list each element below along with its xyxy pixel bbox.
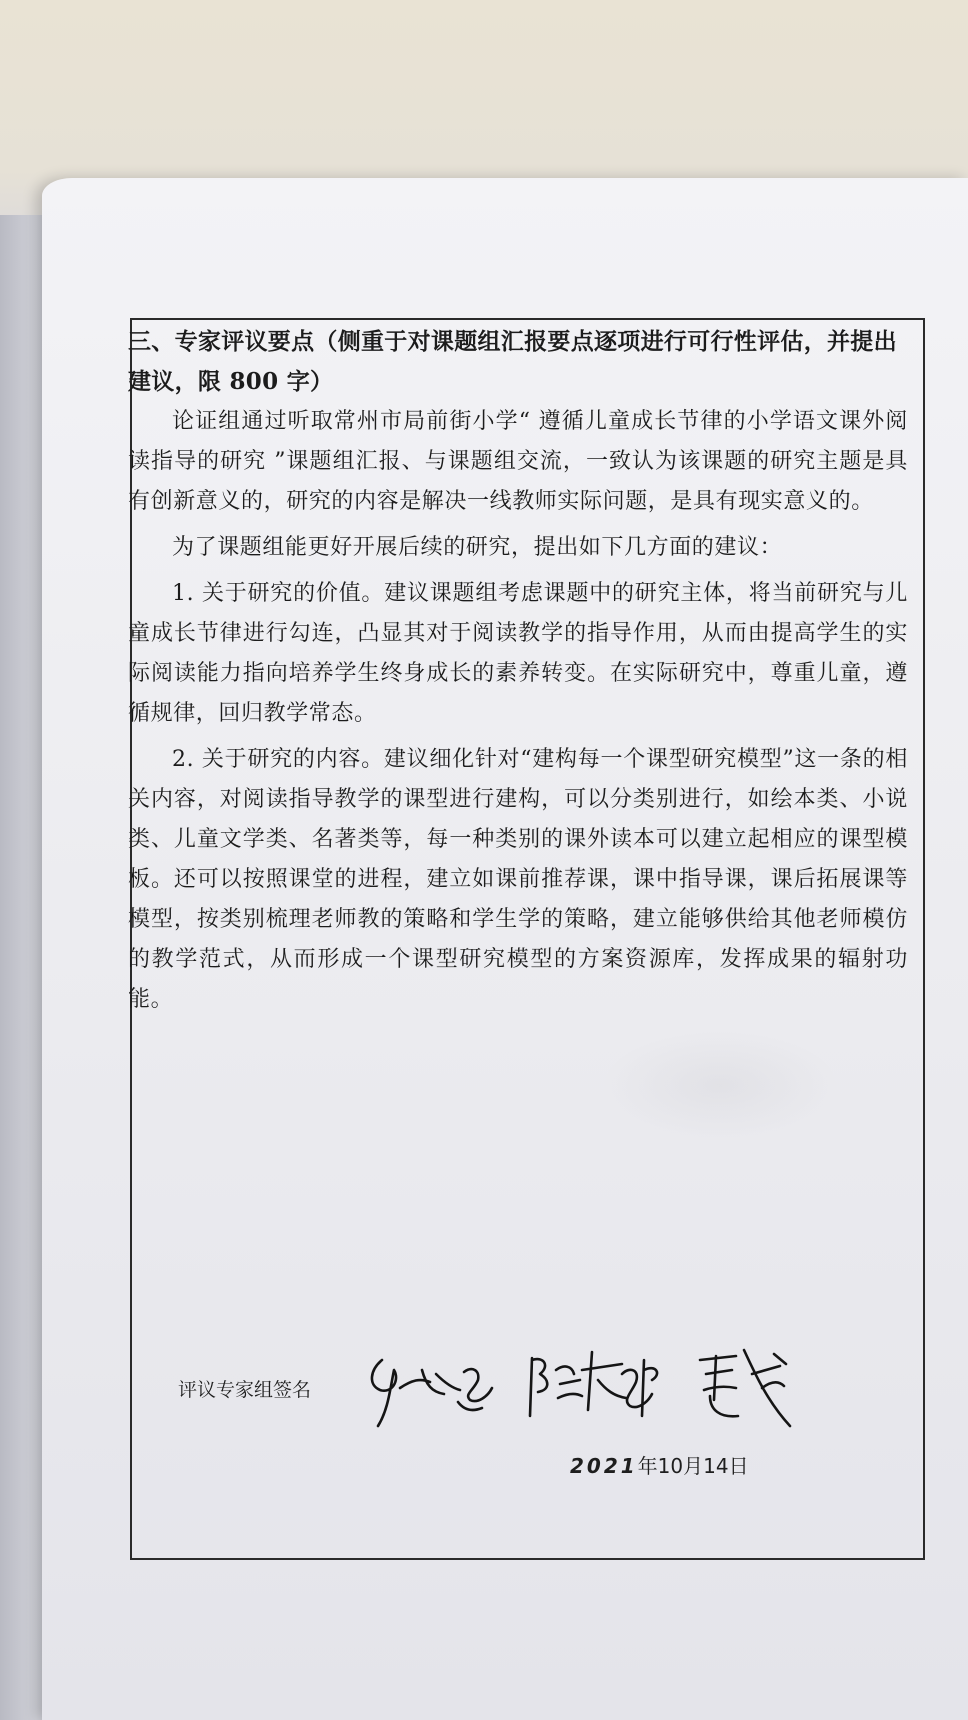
signature-label: 评议专家组签名 bbox=[178, 1379, 312, 1401]
paragraph-suggestion-1: 1. 关于研究的价值。建议课题组考虑课题中的研究主体，将当前研究与儿童成长节律进行勾连，凸显其对于阅读教学的指导作用，从而由提高学生的实际阅读能力指向培养学生终身成长的素养转变。在实际研究中，尊重儿童，遵循规律，回归教学常态。 bbox=[128, 581, 908, 726]
date-month: 10 bbox=[657, 1454, 684, 1478]
signature-stroke bbox=[372, 1360, 396, 1426]
paragraph-intro: 为了课题组能更好开展后续的研究，提出如下几方面的建议： bbox=[172, 535, 783, 560]
paragraph-suggestion-2: 2. 关于研究的内容。建议细化针对“建构每一个课型研究模型”这一条的相关内容，对阅读指导教学的课型进行建构，可以分类别进行，如绘本类、小说类、儿童文学类、名著类等，每一种类别的课外读本可以建立起相应的课型模板。还可以按照课堂的进程，建立如课前推荐课，课中指导课，课后拓展课等模型，按类别梳理老师教的策略和学生学的策略，建立能够供给其他老师模仿的教学范式，从而形成一个课型研究模型的方案资源库，发挥成果的辐射功能。 bbox=[128, 747, 908, 1012]
date-year-suffix: 年 bbox=[637, 1454, 658, 1478]
section-note: （侧重于对课题组汇报要点逐项进行可行性评估，并提出建议，限 800 字） bbox=[128, 328, 897, 395]
date-year-handwritten: 2021 bbox=[570, 1454, 638, 1478]
date-day: 14 bbox=[703, 1454, 729, 1478]
date-day-suffix: 日 bbox=[728, 1454, 749, 1478]
signature-stroke bbox=[622, 1370, 652, 1407]
paragraph-summary: 论证组通过听取常州市局前街小学“ 遵循儿童成长节律的小学语文课外阅读指导的研究 ”课题组汇报、与课题组交流，一致认为该课题的研究主题是具有创新意义的，研究的内容是解决一线教师实际问题，是具有现实意义的。 bbox=[128, 409, 908, 514]
signature-stroke bbox=[422, 1370, 460, 1394]
signature-stroke bbox=[744, 1350, 790, 1426]
signature-stroke bbox=[582, 1352, 626, 1410]
signature-stroke bbox=[530, 1358, 547, 1416]
signature-date bbox=[570, 1450, 749, 1479]
review-content bbox=[128, 322, 908, 1020]
section-title: 三、专家评议要点 bbox=[128, 328, 315, 355]
signature-stroke bbox=[458, 1402, 482, 1410]
signature-stroke bbox=[642, 1360, 657, 1416]
handwritten-signatures bbox=[360, 1330, 860, 1440]
signature-stroke bbox=[464, 1369, 492, 1401]
signature-stroke bbox=[700, 1356, 736, 1390]
signature-stroke bbox=[556, 1367, 582, 1398]
date-month-suffix: 月 bbox=[683, 1454, 704, 1478]
section-heading bbox=[128, 322, 908, 402]
